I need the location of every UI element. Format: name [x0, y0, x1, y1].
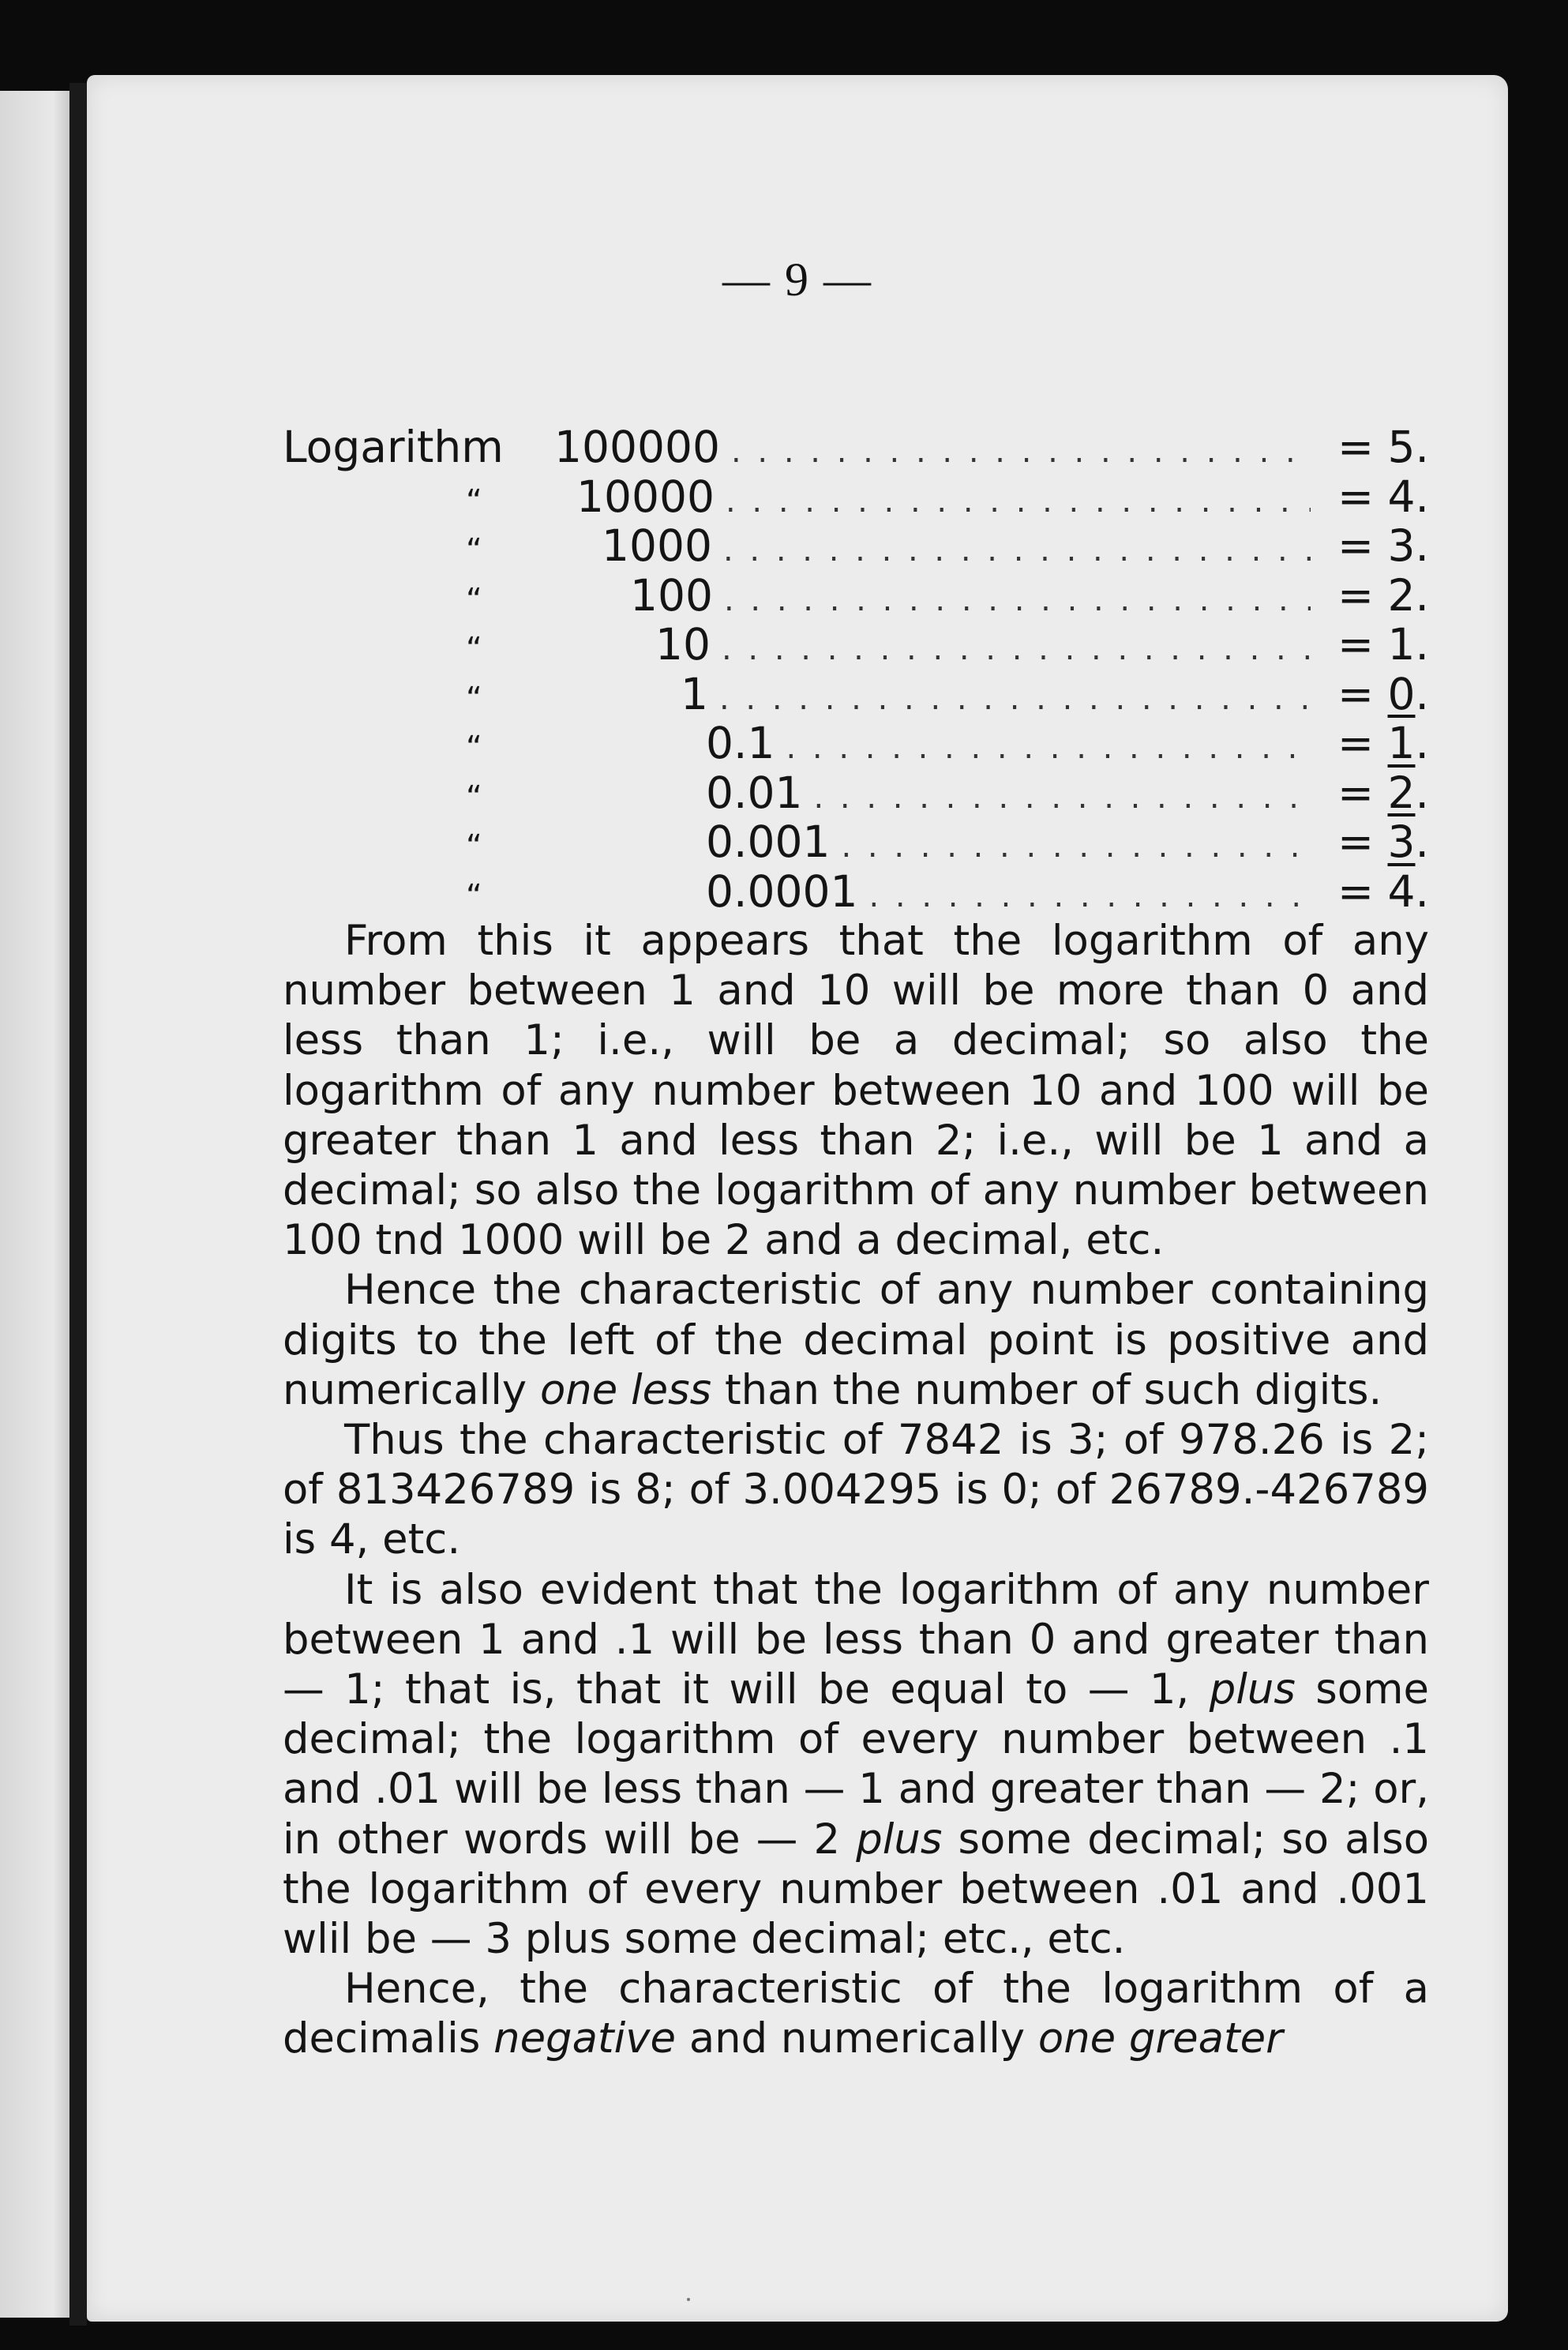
table-title: Logarithm [283, 422, 504, 472]
row-number: 10 [655, 619, 711, 670]
italic-text: negative [493, 2014, 677, 2063]
table-row [283, 867, 1429, 917]
row-result: = 3. [1337, 816, 1429, 867]
leader-dots [830, 822, 1311, 871]
table-row [283, 422, 1429, 472]
leader-dots [775, 723, 1311, 772]
leader-dots [715, 477, 1311, 526]
table-row [283, 768, 1429, 818]
table-row [283, 670, 1429, 719]
italic-text: plus [1209, 1665, 1296, 1714]
table-row [283, 472, 1429, 522]
ditto-mark: “ [466, 631, 482, 667]
row-result: = 2. [1337, 767, 1429, 818]
row-result: = 1. [1337, 718, 1429, 768]
table-row [283, 571, 1429, 621]
row-result: = 5. [1337, 422, 1429, 472]
row-result: = 1. [1337, 619, 1429, 670]
table-row [283, 817, 1429, 867]
table-row [283, 521, 1429, 571]
row-result: = 3. [1337, 520, 1429, 571]
row-result: = 0. [1337, 668, 1429, 719]
page-number: — 9 — [722, 253, 872, 306]
leader-dots [720, 427, 1311, 476]
row-number: 0.1 [706, 718, 775, 768]
row-result: = 4. [1337, 471, 1429, 522]
leader-dots [708, 674, 1311, 723]
row-number: 1000 [602, 520, 712, 571]
page-text [283, 422, 1429, 2064]
book-page [87, 75, 1508, 2322]
ditto-mark: “ [466, 532, 482, 569]
italic-text: plus [856, 1815, 943, 1864]
ditto-mark: “ [466, 730, 482, 766]
leader-dots [713, 576, 1311, 625]
negative-characteristic: 1 [1387, 718, 1416, 768]
row-result: = 2. [1337, 569, 1429, 621]
row-number: 10000 [576, 471, 715, 522]
table-row [283, 620, 1429, 670]
italic-text: one greater [1037, 2014, 1283, 2063]
left-page-edge [0, 91, 76, 2318]
ditto-mark: “ [466, 680, 482, 717]
leader-dots [802, 773, 1311, 822]
italic-text: one less [539, 1365, 712, 1414]
logarithm-table [283, 422, 1429, 916]
table-row [283, 719, 1429, 768]
row-number: 0.0001 [706, 865, 858, 917]
dust-speck [687, 2298, 690, 2301]
ditto-mark: “ [466, 581, 482, 618]
book-spine [69, 83, 87, 2326]
row-result: = 4. [1337, 865, 1429, 917]
row-number: 100000 [554, 422, 720, 472]
ditto-mark: “ [466, 482, 482, 520]
paragraph-5: Hence, the characteristic of the logarithm of a decimalis negative and numerically one greater [283, 1965, 1429, 2063]
leader-dots [711, 625, 1311, 674]
row-number: 1 [681, 668, 708, 719]
ditto-mark: “ [466, 877, 482, 914]
leader-dots [712, 526, 1311, 575]
paragraph-3: Thus the characteristic of 7842 is 3; of 978.26 is 2; of 813426789 is 8; of 3.004295 is 0; of 26789.-426789 is 4, etc. [283, 1416, 1429, 1564]
ditto-mark: “ [466, 828, 482, 865]
negative-characteristic: 2 [1387, 767, 1416, 818]
ditto-mark: “ [466, 779, 482, 816]
row-number: 100 [630, 569, 713, 621]
leader-dots [857, 872, 1311, 921]
row-number: 0.01 [706, 767, 803, 818]
paragraph-1: From this it appears that the logarithm of any number between 1 and 10 will be more than 0 and less than 1; i.e., will be a decimal; so also the logarithm of any number between 10 and 100 will be greater than 1 and less than 2; i.e., will be 1 and a decimal; so also the logarithm of any number between 100 tnd 1000 will be 2 and a decimal, etc. [283, 917, 1429, 1265]
row-number: 0.001 [706, 816, 831, 867]
paragraph-2: Hence the characteristic of any number containing digits to the left of the decimal point is positive and numerically one less than the number of such digits. [283, 1266, 1429, 1414]
negative-characteristic: 3 [1387, 816, 1416, 867]
paragraph-4: It is also evident that the logarithm of any number between 1 and .1 will be less than 0 and greater than — 1; that is, that it will be equal to — 1, plus some decimal; the logarithm of every number between .1 and .01 will be less than — 1 and greater than — 2; or, in other words will be — 2 plus some decimal; so also the logarithm of every number between .01 and .001 wlil be — 3 plus some decimal; etc., etc. [283, 1565, 1429, 1964]
negative-characteristic: 4 [1387, 865, 1416, 917]
